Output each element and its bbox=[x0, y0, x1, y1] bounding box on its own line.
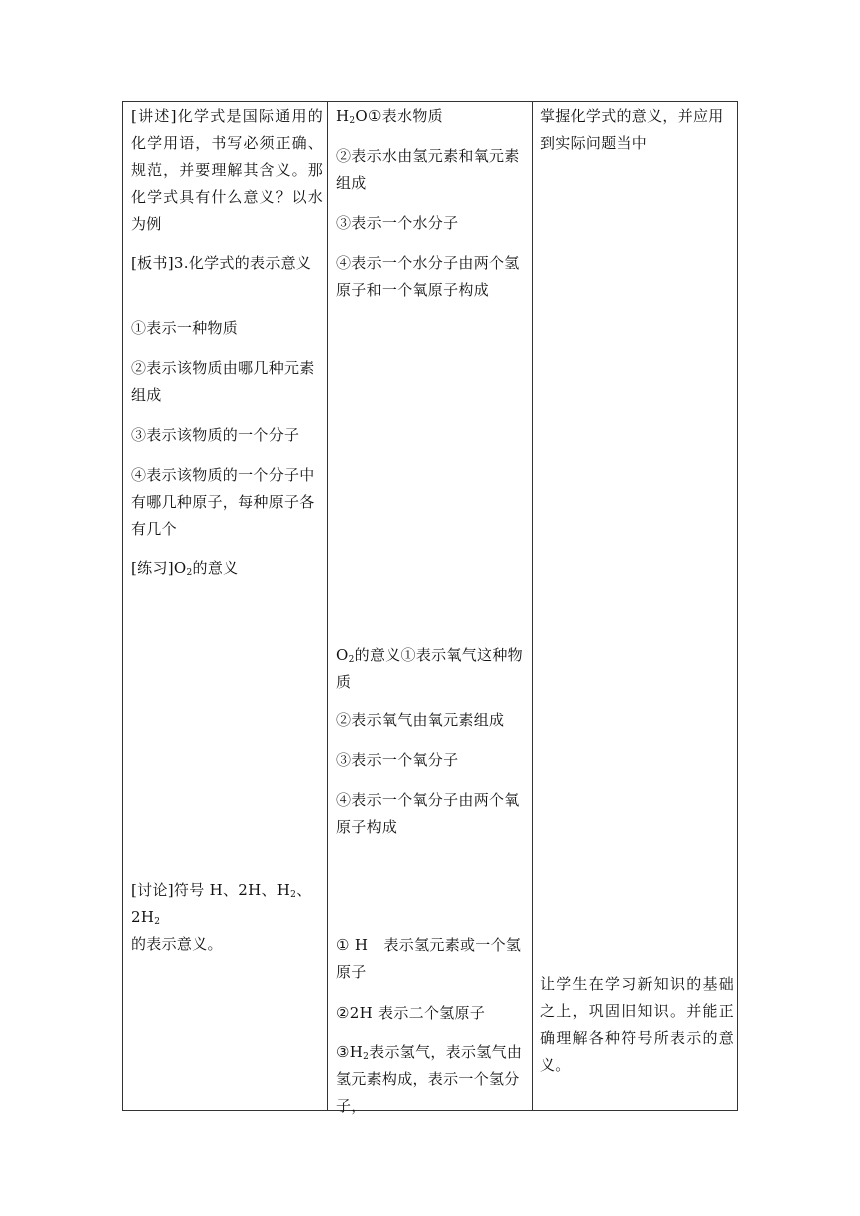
column-divider-1 bbox=[327, 102, 328, 1110]
lesson-plan-table bbox=[122, 101, 738, 1115]
oxygen-meaning-2: ②表示氧气由氧元素组成 bbox=[336, 711, 505, 729]
water-meaning-4: ④表示一个水分子由两个氢原子和一个氧原子构成 bbox=[336, 254, 520, 299]
hydrogen-meaning-3: $③H_2$表示氢气，表示氢气由氢元素构成，表示一个氢分子， bbox=[336, 1043, 523, 1115]
meaning-item-2: ②表示该物质由哪几种元素组成 bbox=[131, 359, 315, 404]
water-meaning-3: ③表示一个水分子 bbox=[336, 214, 459, 232]
design-intent-1: 掌握化学式的意义，并应用到实际问题当中 bbox=[540, 107, 724, 152]
teacher-narration: [讲述]化学式是国际通用的化学用语，书写必须正确、规范，并要理解其含义。那化学式具有什么意义？以水为例 bbox=[131, 107, 323, 233]
meaning-item-4: ④表示该物质的一个分子中有哪几种原子，每种原子各有几个 bbox=[131, 466, 315, 538]
blackboard-heading: [板书]3.化学式的表示意义 bbox=[131, 254, 312, 272]
oxygen-meaning-4: ④表示一个氧分子由两个氧原子构成 bbox=[336, 791, 520, 836]
oxygen-meaning-1: $O_2$的意义①表示氧气这种物质 bbox=[336, 646, 523, 691]
meaning-item-1: ①表示一种物质 bbox=[131, 319, 239, 337]
water-meaning-1: $H_2O①$表水物质 bbox=[336, 107, 443, 126]
meaning-item-3: ③表示该物质的一个分子 bbox=[131, 426, 300, 444]
column-divider-2 bbox=[532, 102, 533, 1110]
discussion-prompt: [讨论]符号 H、2H、$H_2$、$2H_2$ 的表示意义。 bbox=[131, 881, 312, 953]
exercise-prompt: [练习]$O_2$的意义 bbox=[131, 559, 239, 578]
oxygen-meaning-3: ③表示一个氧分子 bbox=[336, 751, 459, 769]
design-intent-2: 让学生在学习新知识的基础之上，巩固旧知识。并能正确理解各种符号所表示的意义。 bbox=[540, 975, 734, 1074]
hydrogen-meaning-2: ②2H 表示二个氢原子 bbox=[336, 1004, 486, 1022]
hydrogen-meaning-1: ① H 表示氢元素或一个氢原子 bbox=[336, 936, 522, 981]
water-meaning-2: ②表示水由氢元素和氧元素组成 bbox=[336, 147, 520, 192]
